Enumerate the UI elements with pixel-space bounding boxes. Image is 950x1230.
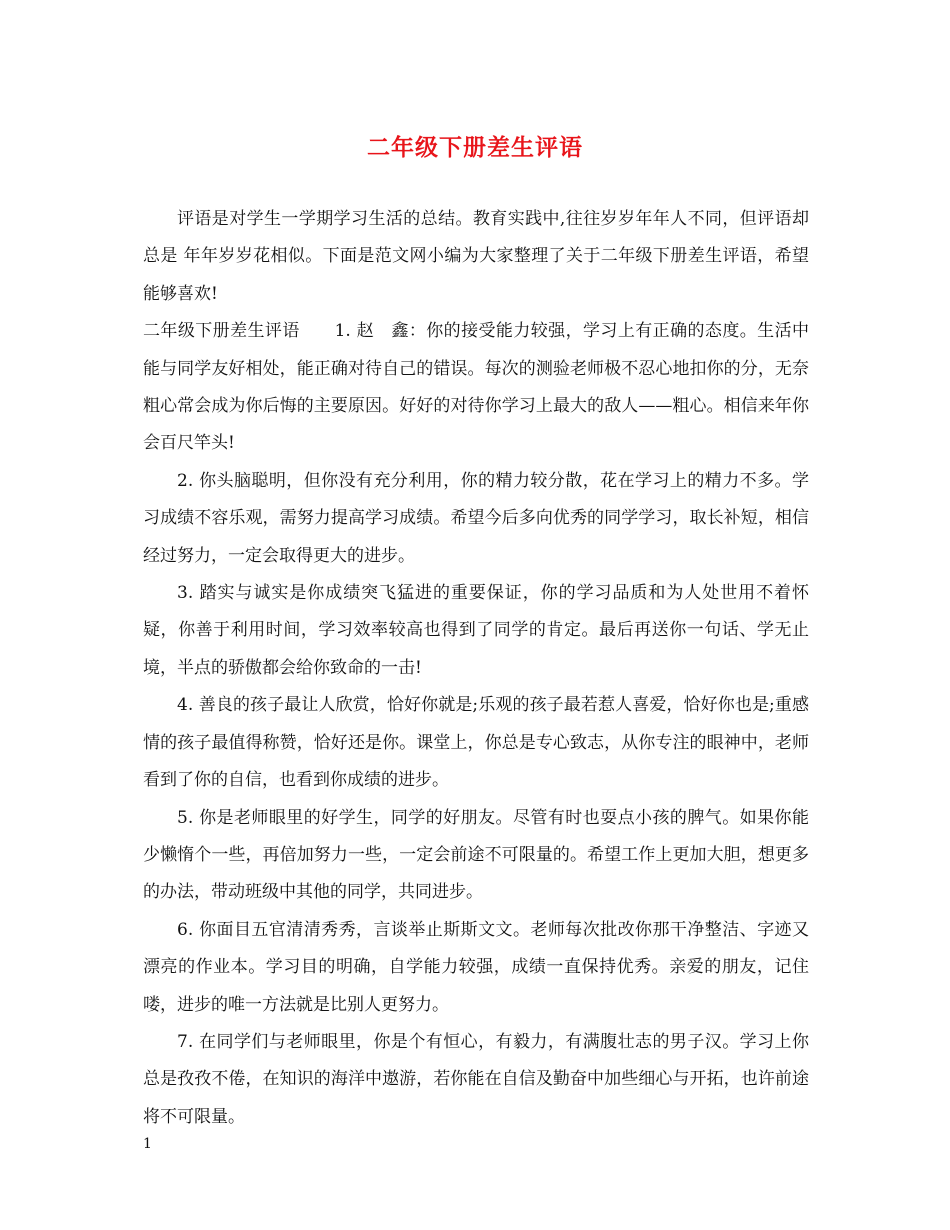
document-title: 二年级下册差生评语 xyxy=(367,134,583,161)
document-body xyxy=(143,201,809,1136)
comment-paragraph-3: 3. 踏实与诚实是你成绩突飞猛进的重要保证，你的学习品质和为人处世用不着怀疑，你善于利用时间，学习效率较高也得到了同学的肯定。最后再送你一句话、学无止境，半点的骄傲都会给你致命的一击! xyxy=(143,583,809,678)
comment-paragraph-2: 2. 你头脑聪明，但你没有充分利用，你的精力较分散，花在学习上的精力不多。学习成绩不容乐观，需努力提高学习成绩。希望今后多向优秀的同学学习，取长补短，相信经过努力，一定会取得更大的进步。 xyxy=(143,470,809,566)
comment-paragraph-5: 5. 你是老师眼里的好学生，同学的好朋友。尽管有时也耍点小孩的脾气。如果你能少懒惰个一些，再倍加努力一些，一定会前途不可限量的。希望工作上更加大胆，想更多的办法，带动班级中其他的同学，共同进步。 xyxy=(143,807,809,903)
comment-paragraph-6: 6. 你面目五官清清秀秀，言谈举止斯斯文文。老师每次批改你那干净整洁、字迹又漂亮的作业本。学习目的明确，自学能力较强，成绩一直保持优秀。亲爱的朋友，记住喽，进步的唯一方法就是比别人更努力。 xyxy=(143,919,809,1015)
page-number: 1 xyxy=(143,1136,152,1152)
comment-paragraph-7: 7. 在同学们与老师眼里，你是个有恒心，有毅力，有满腹壮志的男子汉。学习上你总是孜孜不倦，在知识的海洋中遨游，若你能在自信及勤奋中加些细心与开拓，也许前途将不可限量。 xyxy=(143,1031,809,1127)
comment-paragraph-1: 二年级下册差生评语 1. 赵 鑫：你的接受能力较强，学习上有正确的态度。生活中能与同学友好相处，能正确对待自己的错误。每次的测验老师极不忍心地扣你的分，无奈粗心常会成为你后悔的主要原因。好好的对待你学习上最大的敌人——粗心。相信来年你会百尺竿头! xyxy=(143,321,809,454)
comment-paragraph-4: 4. 善良的孩子最让人欣赏，恰好你就是;乐观的孩子最若惹人喜爱，恰好你也是;重感情的孩子最值得称赞，恰好还是你。课堂上，你总是专心致志，从你专注的眼神中，老师看到了你的自信，也看到你成绩的进步。 xyxy=(143,695,809,791)
intro-paragraph: 评语是对学生一学期学习生活的总结。教育实践中,往往岁岁年年人不同，但评语却总是 年年岁岁花相似。下面是范文网小编为大家整理了关于二年级下册差生评语，希望能够喜欢! xyxy=(143,209,809,304)
